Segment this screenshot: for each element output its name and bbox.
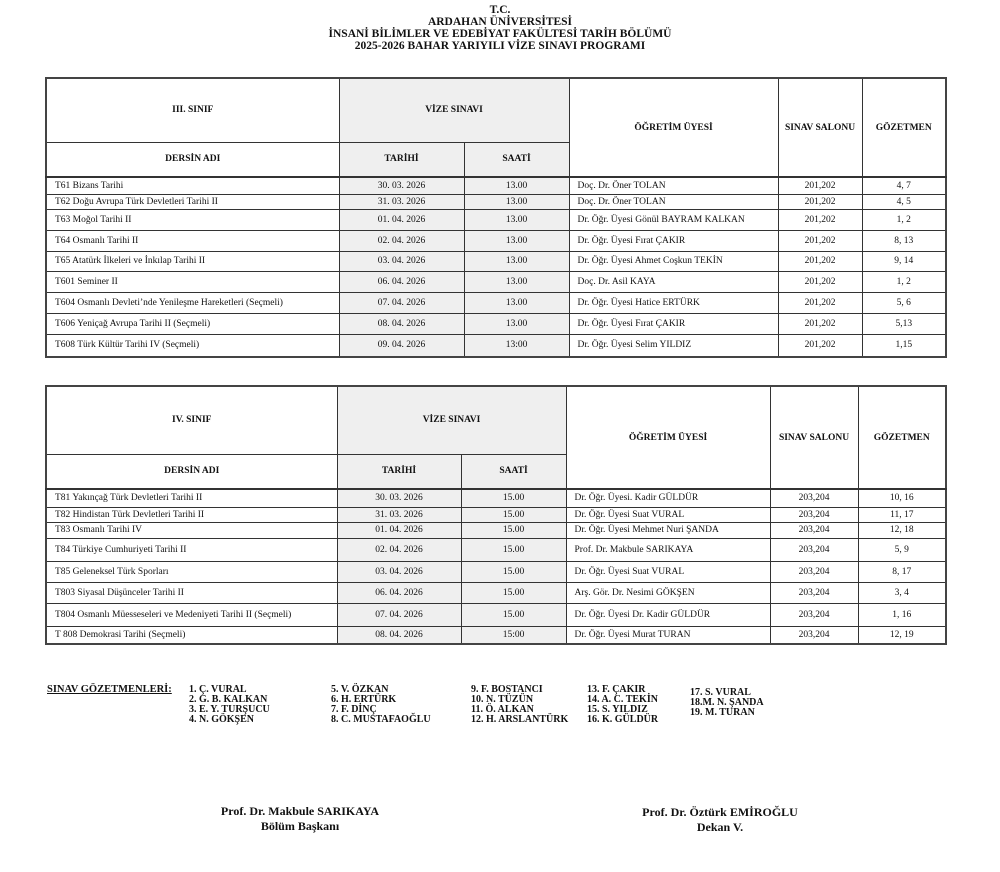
cell-room: 201,202 (778, 251, 862, 271)
cell-date: 07. 04. 2026 (337, 603, 461, 626)
doc-title-program: 2025-2026 BAHAR YARIYILI VİZE SINAVI PROGRAMI (354, 40, 646, 52)
cell-instructor: Prof. Dr. Makbule SARIKAYA (566, 538, 770, 561)
cell-time: 13.00 (464, 251, 569, 271)
signature-title: Dekan V. (696, 820, 744, 834)
table-row (46, 489, 946, 507)
cell-instructor: Dr. Öğr. Üyesi Fırat ÇAKIR (569, 313, 778, 334)
proctor-item: 12. H. ARSLANTÜRK (471, 714, 569, 725)
cell-room: 203,204 (770, 507, 858, 522)
cell-instructor: Dr. Öğr. Üyesi Suat VURAL (566, 561, 770, 582)
cell-room: 203,204 (770, 582, 858, 603)
cell-time: 13.00 (464, 271, 569, 292)
class-label: III. SINIF (46, 78, 339, 142)
signature-dean (620, 805, 820, 835)
cell-proctor: 5, 9 (858, 538, 946, 561)
cell-proctor: 9, 14 (862, 251, 946, 271)
cell-proctor: 8, 17 (858, 561, 946, 582)
cell-course: T82 Hindistan Türk Devletleri Tarihi II (46, 507, 337, 522)
cell-room: 201,202 (778, 292, 862, 313)
proctor-column (471, 685, 568, 725)
cell-proctor: 1, 2 (862, 271, 946, 292)
cell-date: 31. 03. 2026 (337, 507, 461, 522)
cell-proctor: 1, 2 (862, 209, 946, 230)
cell-course: T608 Türk Kültür Tarihi IV (Seçmeli) (46, 334, 339, 357)
cell-course: T804 Osmanlı Müesseseleri ve Medeniyeti Tarihi II (Seçmeli) (46, 603, 337, 626)
cell-instructor: Doç. Dr. Öner TOLAN (569, 177, 778, 194)
doc-title-tc: T.C. (489, 4, 511, 16)
cell-date: 09. 04. 2026 (339, 334, 464, 357)
cell-time: 13.00 (464, 292, 569, 313)
proctor-item: 19. M. TURAN (690, 707, 755, 718)
cell-date: 01. 04. 2026 (339, 209, 464, 230)
cell-room: 201,202 (778, 313, 862, 334)
cell-time: 15.00 (461, 603, 566, 626)
cell-instructor: Doç. Dr. Asil KAYA (569, 271, 778, 292)
course-header: DERSİN ADI (46, 142, 339, 177)
table-row (46, 230, 946, 251)
proctor-header: GÖZETMEN (858, 386, 946, 489)
cell-date: 06. 04. 2026 (339, 271, 464, 292)
table-row (46, 209, 946, 230)
cell-room: 201,202 (778, 230, 862, 251)
cell-course: T 808 Demokrasi Tarihi (Seçmeli) (46, 626, 337, 644)
cell-proctor: 1, 16 (858, 603, 946, 626)
proctor-item: 7. F. DİNÇ (331, 704, 377, 715)
cell-room: 203,204 (770, 603, 858, 626)
proctor-item: 5. V. ÖZKAN (331, 684, 389, 695)
signature-department-head (200, 804, 400, 834)
cell-instructor: Doç. Dr. Öner TOLAN (569, 194, 778, 209)
cell-date: 02. 04. 2026 (337, 538, 461, 561)
cell-date: 30. 03. 2026 (337, 489, 461, 507)
proctor-item: 17. S. VURAL (690, 687, 751, 698)
cell-room: 203,204 (770, 538, 858, 561)
cell-instructor: Dr. Öğr. Üyesi Gönül BAYRAM KALKAN (569, 209, 778, 230)
cell-time: 15.00 (461, 561, 566, 582)
proctors-label: SINAV GÖZETMENLERİ: (47, 684, 172, 695)
cell-proctor: 4, 7 (862, 177, 946, 194)
cell-date: 03. 04. 2026 (337, 561, 461, 582)
table-row (46, 561, 946, 582)
cell-course: T85 Geleneksel Türk Sporları (46, 561, 337, 582)
cell-room: 203,204 (770, 489, 858, 507)
cell-proctor: 12, 19 (858, 626, 946, 644)
proctor-item: 2. G. B. KALKAN (189, 694, 268, 705)
cell-date: 08. 04. 2026 (337, 626, 461, 644)
table-row (46, 313, 946, 334)
cell-proctor: 3, 4 (858, 582, 946, 603)
cell-course: T803 Siyasal Düşünceler Tarihi II (46, 582, 337, 603)
cell-time: 13:00 (464, 334, 569, 357)
proctor-item: 18.M. N. ŞANDA (690, 697, 764, 708)
proctor-item: 1. Ç. VURAL (189, 684, 247, 695)
cell-room: 203,204 (770, 626, 858, 644)
instructor-header: ÖĞRETİM ÜYESİ (566, 386, 770, 489)
table-row (46, 626, 946, 644)
cell-course: T61 Bizans Tarihi (46, 177, 339, 194)
course-header: DERSİN ADI (46, 454, 337, 489)
proctor-item: 9. F. BOSTANCI (471, 684, 543, 695)
table-row (46, 507, 946, 522)
cell-time: 15:00 (461, 626, 566, 644)
cell-instructor: Dr. Öğr. Üyesi Fırat ÇAKIR (569, 230, 778, 251)
table-row (46, 177, 946, 194)
cell-time: 13.00 (464, 209, 569, 230)
cell-date: 01. 04. 2026 (337, 522, 461, 538)
cell-date: 30. 03. 2026 (339, 177, 464, 194)
class4-schedule-table (45, 385, 947, 645)
table-row (46, 194, 946, 209)
time-header: SAATİ (464, 142, 569, 177)
cell-instructor: Dr. Öğr. Üyesi Dr. Kadir GÜLDÜR (566, 603, 770, 626)
cell-proctor: 1,15 (862, 334, 946, 357)
cell-time: 15.00 (461, 489, 566, 507)
cell-time: 13.00 (464, 177, 569, 194)
proctor-header: GÖZETMEN (862, 78, 946, 177)
cell-date: 06. 04. 2026 (337, 582, 461, 603)
cell-proctor: 8, 13 (862, 230, 946, 251)
proctor-item: 16. K. GÜLDÜR (587, 714, 659, 725)
cell-time: 15.00 (461, 582, 566, 603)
cell-course: T83 Osmanlı Tarihi IV (46, 522, 337, 538)
table-row (46, 582, 946, 603)
cell-time: 13.00 (464, 194, 569, 209)
cell-course: T81 Yakınçağ Türk Devletleri Tarihi II (46, 489, 337, 507)
cell-instructor: Dr. Öğr. Üyesi Hatice ERTÜRK (569, 292, 778, 313)
proctor-column (690, 688, 764, 718)
cell-proctor: 11, 17 (858, 507, 946, 522)
room-header: SINAV SALONU (770, 386, 858, 489)
cell-room: 203,204 (770, 561, 858, 582)
cell-proctor: 10, 16 (858, 489, 946, 507)
proctor-column (331, 685, 431, 725)
proctor-item: 8. C. MUSTAFAOĞLU (331, 714, 431, 725)
cell-course: T63 Moğol Tarihi II (46, 209, 339, 230)
cell-time: 13.00 (464, 230, 569, 251)
proctor-column (189, 685, 270, 725)
exam-header: VİZE SINAVI (339, 78, 569, 142)
cell-instructor: Dr. Öğr. Üyesi Ahmet Coşkun TEKİN (569, 251, 778, 271)
proctor-column (587, 685, 658, 725)
cell-instructor: Dr. Öğr. Üyesi Mehmet Nuri ŞANDA (566, 522, 770, 538)
cell-room: 201,202 (778, 209, 862, 230)
cell-instructor: Dr. Öğr. Üyesi Murat TURAN (566, 626, 770, 644)
date-header: TARİHİ (337, 454, 461, 489)
cell-instructor: Dr. Öğr. Üyesi Selim YILDIZ (569, 334, 778, 357)
proctor-item: 6. H. ERTÜRK (331, 694, 397, 705)
cell-course: T604 Osmanlı Devleti’nde Yenileşme Hareketleri (Seçmeli) (46, 292, 339, 313)
cell-course: T64 Osmanlı Tarihi II (46, 230, 339, 251)
cell-course: T606 Yeniçağ Avrupa Tarihi II (Seçmeli) (46, 313, 339, 334)
cell-date: 02. 04. 2026 (339, 230, 464, 251)
cell-instructor: Dr. Öğr. Üyesi. Kadir GÜLDÜR (566, 489, 770, 507)
instructor-header: ÖĞRETİM ÜYESİ (569, 78, 778, 177)
cell-time: 15.00 (461, 522, 566, 538)
table-row (46, 603, 946, 626)
signature-title: Bölüm Başkanı (260, 819, 340, 833)
proctor-item: 3. E. Y. TURŞUCU (189, 704, 270, 715)
table-row (46, 522, 946, 538)
class-label: IV. SINIF (46, 386, 337, 454)
class3-schedule-table (45, 77, 947, 358)
cell-proctor: 5,13 (862, 313, 946, 334)
cell-course: T62 Doğu Avrupa Türk Devletleri Tarihi II (46, 194, 339, 209)
cell-date: 08. 04. 2026 (339, 313, 464, 334)
cell-course: T65 Atatürk İlkeleri ve İnkılap Tarihi II (46, 251, 339, 271)
cell-course: T84 Türkiye Cumhuriyeti Tarihi II (46, 538, 337, 561)
date-header: TARİHİ (339, 142, 464, 177)
cell-date: 03. 04. 2026 (339, 251, 464, 271)
table-row (46, 271, 946, 292)
cell-instructor: Dr. Öğr. Üyesi Suat VURAL (566, 507, 770, 522)
proctor-item: 10. N. TÜZÜN (471, 694, 534, 705)
cell-room: 201,202 (778, 177, 862, 194)
cell-date: 07. 04. 2026 (339, 292, 464, 313)
cell-proctor: 12, 18 (858, 522, 946, 538)
proctor-item: 11. Ö. ALKAN (471, 704, 534, 715)
cell-proctor: 5, 6 (862, 292, 946, 313)
cell-instructor: Arş. Gör. Dr. Nesimi GÖKŞEN (566, 582, 770, 603)
cell-time: 15.00 (461, 538, 566, 561)
table-row (46, 538, 946, 561)
room-header: SINAV SALONU (778, 78, 862, 177)
table-row (46, 292, 946, 313)
proctor-item: 14. A. C. TEKİN (587, 694, 658, 705)
cell-room: 201,202 (778, 194, 862, 209)
doc-title-department: İNSANİ BİLİMLER VE EDEBİYAT FAKÜLTESİ TARİH BÖLÜMÜ (328, 28, 672, 40)
cell-course: T601 Seminer II (46, 271, 339, 292)
cell-room: 201,202 (778, 271, 862, 292)
table-row (46, 251, 946, 271)
time-header: SAATİ (461, 454, 566, 489)
table-row (46, 334, 946, 357)
proctor-item: 4. N. GÖKŞEN (189, 714, 255, 725)
doc-title-university: ARDAHAN ÜNİVERSİTESİ (427, 16, 573, 28)
cell-room: 201,202 (778, 334, 862, 357)
cell-date: 31. 03. 2026 (339, 194, 464, 209)
cell-room: 203,204 (770, 522, 858, 538)
proctor-item: 15. S. YILDIZ (587, 704, 648, 715)
cell-time: 13.00 (464, 313, 569, 334)
signature-name: Prof. Dr. Öztürk EMİROĞLU (642, 805, 798, 819)
cell-time: 15.00 (461, 507, 566, 522)
exam-header: VİZE SINAVI (337, 386, 566, 454)
signature-name: Prof. Dr. Makbule SARIKAYA (220, 804, 380, 818)
cell-proctor: 4, 5 (862, 194, 946, 209)
proctor-item: 13. F. ÇAKIR (587, 684, 646, 695)
